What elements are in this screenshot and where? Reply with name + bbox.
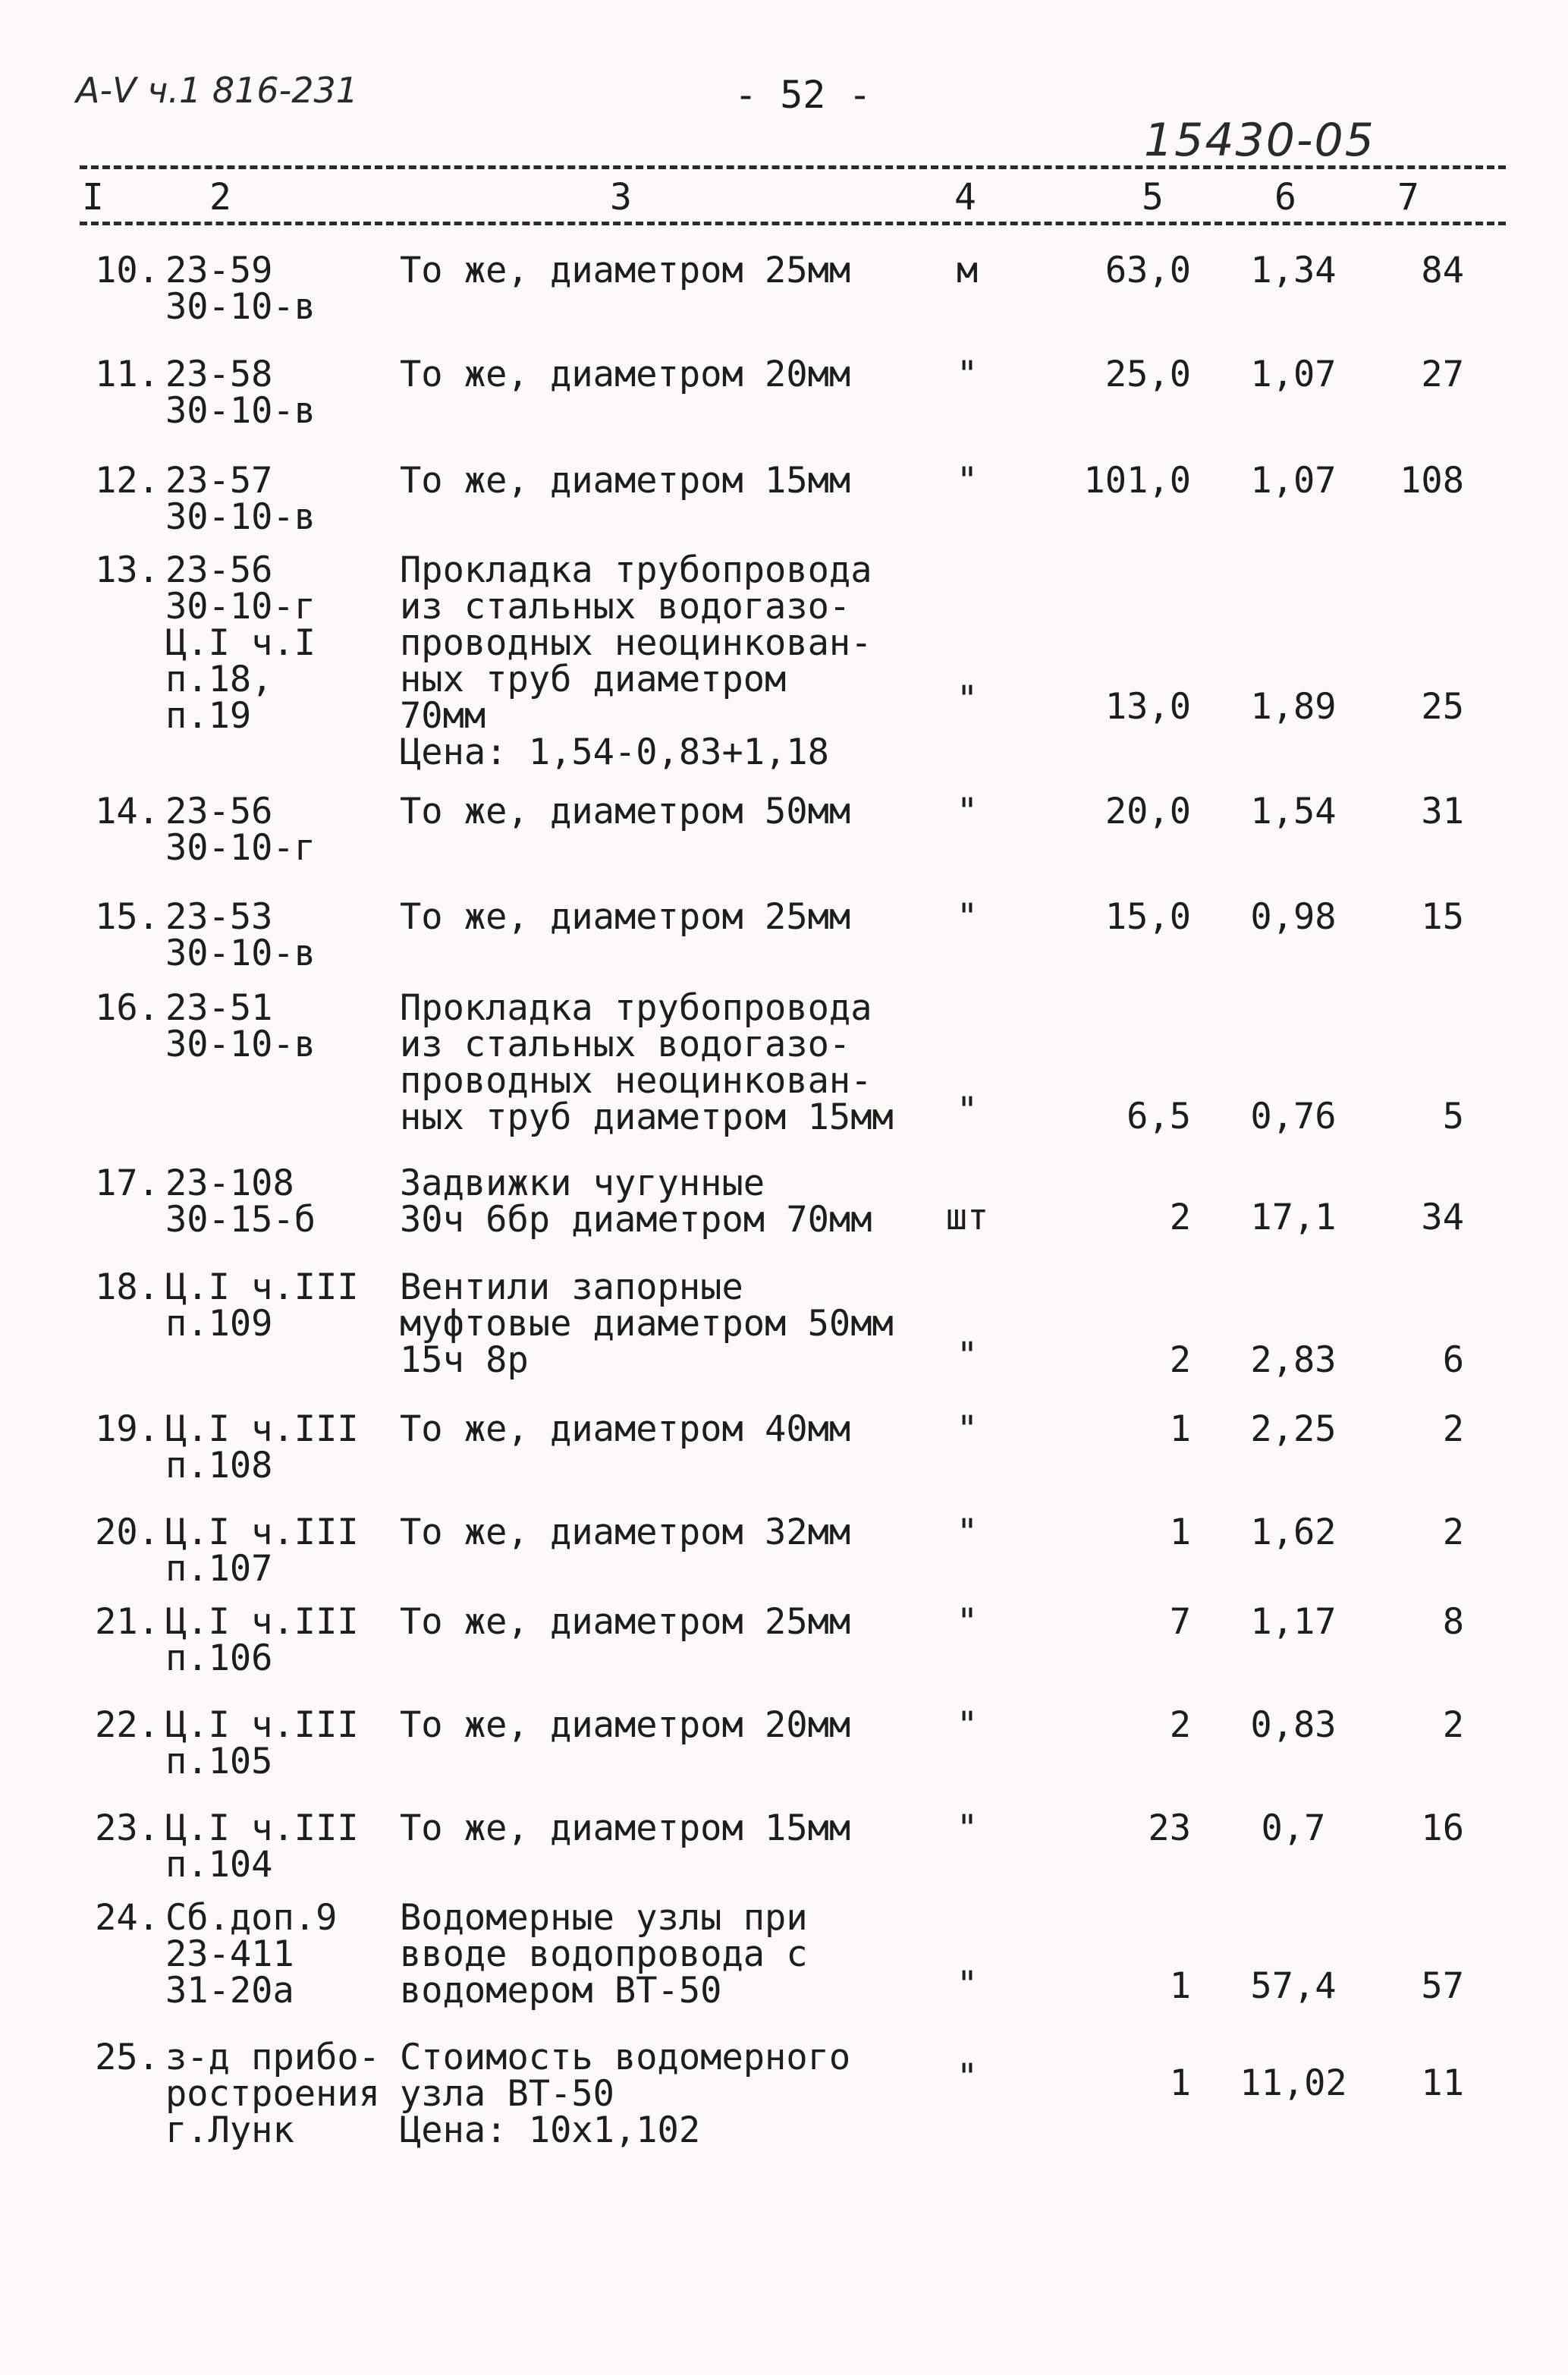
item-description: Вентили запорные муфтовые диаметром 50мм 15ч 8р: [400, 1266, 894, 1381]
unit-price: 1,07: [1250, 354, 1337, 395]
quantity: 25,0: [1105, 354, 1191, 395]
row-number: 23.: [95, 1807, 159, 1849]
unit-price: 1,54: [1250, 791, 1337, 832]
rate-code: Ц.I ч.III п.107: [165, 1512, 359, 1590]
unit: ": [956, 678, 979, 720]
row-number: 19.: [95, 1408, 159, 1450]
quantity: 1: [1169, 1512, 1191, 1553]
total-cost: 25: [1421, 686, 1464, 728]
rate-code: з-д прибо- ростроения г.Лунк: [165, 2037, 380, 2151]
row-number: 17.: [95, 1162, 159, 1204]
total-cost: 2: [1442, 1408, 1464, 1450]
item-description: То же, диаметром 20мм: [400, 354, 851, 395]
unit: ": [956, 1512, 979, 1553]
unit: ": [956, 1090, 979, 1131]
unit: ": [956, 896, 979, 938]
quantity: 1: [1169, 2062, 1191, 2104]
total-cost: 15: [1421, 896, 1464, 938]
unit-price: 1,34: [1250, 250, 1337, 291]
rate-code: Ц.I ч.III п.109: [165, 1266, 359, 1345]
unit-price: 2,25: [1250, 1408, 1337, 1450]
unit: ": [956, 1807, 979, 1849]
column-header-1: I: [82, 176, 104, 219]
rate-code: 23-56 30-10-г Ц.I ч.I п.18, п.19: [165, 549, 316, 737]
document-code: А-V ч.1 816-231: [76, 70, 359, 111]
row-number: 20.: [95, 1512, 159, 1553]
unit: м: [956, 250, 979, 291]
quantity: 6,5: [1127, 1096, 1191, 1137]
item-description: То же, диаметром 25мм: [400, 896, 851, 938]
row-number: 14.: [95, 791, 159, 832]
quantity: 1: [1169, 1408, 1191, 1450]
total-cost: 6: [1442, 1339, 1464, 1381]
row-number: 12.: [95, 460, 159, 502]
unit: ": [956, 2056, 979, 2098]
column-header-2: 2: [209, 176, 231, 219]
quantity: 101,0: [1083, 460, 1191, 502]
unit-price: 0,98: [1250, 896, 1337, 938]
total-cost: 84: [1421, 250, 1464, 291]
column-header-5: 5: [1142, 176, 1164, 219]
quantity: 15,0: [1105, 896, 1191, 938]
unit-price: 1,17: [1250, 1601, 1337, 1643]
quantity: 2: [1169, 1704, 1191, 1746]
unit: ": [956, 1335, 979, 1376]
total-cost: 34: [1421, 1197, 1464, 1238]
rate-code: 23-108 30-15-б: [165, 1162, 316, 1241]
quantity: 63,0: [1105, 250, 1191, 291]
rate-code: 23-58 30-10-в: [165, 354, 316, 432]
quantity: 23: [1148, 1807, 1191, 1849]
row-number: 10.: [95, 250, 159, 291]
quantity: 2: [1169, 1339, 1191, 1381]
rate-code: 23-51 30-10-в: [165, 987, 316, 1065]
item-description: То же, диаметром 40мм: [400, 1408, 851, 1450]
unit: ": [956, 354, 979, 395]
item-description: Стоимость водомерного узла ВТ-50 Цена: 10х1,102: [400, 2037, 851, 2151]
row-number: 15.: [95, 896, 159, 938]
quantity: 13,0: [1105, 686, 1191, 728]
row-number: 16.: [95, 987, 159, 1029]
unit-price: 0,7: [1261, 1807, 1326, 1849]
unit-price: 17,1: [1250, 1197, 1337, 1238]
handwritten-document-number: 15430-05: [1144, 114, 1375, 167]
item-description: То же, диаметром 25мм: [400, 250, 851, 291]
item-description: То же, диаметром 25мм: [400, 1601, 851, 1643]
rate-code: Ц.I ч.III п.106: [165, 1601, 359, 1679]
unit: ": [956, 1704, 979, 1746]
item-description: То же, диаметром 15мм: [400, 1807, 851, 1849]
item-description: Задвижки чугунные 30ч 6бр диаметром 70мм: [400, 1162, 872, 1241]
unit: ": [956, 1601, 979, 1643]
unit-price: 1,62: [1250, 1512, 1337, 1553]
unit: ": [956, 1408, 979, 1450]
row-number: 21.: [95, 1601, 159, 1643]
row-number: 22.: [95, 1704, 159, 1746]
rate-code: Ц.I ч.III п.105: [165, 1704, 359, 1782]
item-description: То же, диаметром 50мм: [400, 791, 851, 832]
total-cost: 108: [1400, 460, 1464, 502]
quantity: 20,0: [1105, 791, 1191, 832]
unit: ": [956, 1964, 979, 2005]
page-number: - 52 -: [734, 73, 872, 117]
rate-code: 23-56 30-10-г: [165, 791, 316, 869]
unit: ": [956, 791, 979, 832]
item-description: Водомерные узлы при вводе водопровода с водомером ВТ-50: [400, 1897, 808, 2012]
unit-price: 0,83: [1250, 1704, 1337, 1746]
column-header-6: 6: [1274, 176, 1296, 219]
total-cost: 16: [1421, 1807, 1464, 1849]
rate-code: 23-57 30-10-в: [165, 460, 316, 538]
rate-code: 23-53 30-10-в: [165, 896, 316, 974]
column-header-4: 4: [954, 176, 976, 219]
rate-code: Ц.I ч.III п.104: [165, 1807, 359, 1886]
row-number: 13.: [95, 549, 159, 591]
total-cost: 8: [1442, 1601, 1464, 1643]
rate-code: 23-59 30-10-в: [165, 250, 316, 328]
quantity: 1: [1169, 1965, 1191, 2007]
item-description: Прокладка трубопровода из стальных водогазо- проводных неоцинкован- ных труб диаметром 70мм Цена: 1,54-0,83+1,18: [400, 549, 872, 773]
column-header-7: 7: [1397, 176, 1419, 219]
unit-price: 1,89: [1250, 686, 1337, 728]
row-number: 11.: [95, 354, 159, 395]
unit-price: 0,76: [1250, 1096, 1337, 1137]
item-description: То же, диаметром 32мм: [400, 1512, 851, 1553]
rate-code: Сб.доп.9 23-411 31-20а: [165, 1897, 338, 2012]
total-cost: 31: [1421, 791, 1464, 832]
total-cost: 2: [1442, 1704, 1464, 1746]
quantity: 2: [1169, 1197, 1191, 1238]
total-cost: 2: [1442, 1512, 1464, 1553]
total-cost: 11: [1421, 2062, 1464, 2104]
row-number: 18.: [95, 1266, 159, 1308]
quantity: 7: [1169, 1601, 1191, 1643]
row-number: 25.: [95, 2037, 159, 2078]
item-description: Прокладка трубопровода из стальных водогазо- проводных неоцинкован- ных труб диаметром 15мм: [400, 987, 894, 1138]
row-number: 24.: [95, 1897, 159, 1939]
unit-price: 11,02: [1240, 2062, 1347, 2104]
rate-code: Ц.I ч.III п.108: [165, 1408, 359, 1486]
item-description: То же, диаметром 15мм: [400, 460, 851, 502]
unit-price: 1,07: [1250, 460, 1337, 502]
total-cost: 57: [1421, 1965, 1464, 2007]
total-cost: 5: [1442, 1096, 1464, 1137]
unit-price: 57,4: [1250, 1965, 1337, 2007]
unit-price: 2,83: [1250, 1339, 1337, 1381]
unit: ": [956, 460, 979, 502]
total-cost: 27: [1421, 354, 1464, 395]
unit: шт: [945, 1197, 989, 1238]
item-description: То же, диаметром 20мм: [400, 1704, 851, 1746]
column-header-3: 3: [610, 176, 632, 219]
